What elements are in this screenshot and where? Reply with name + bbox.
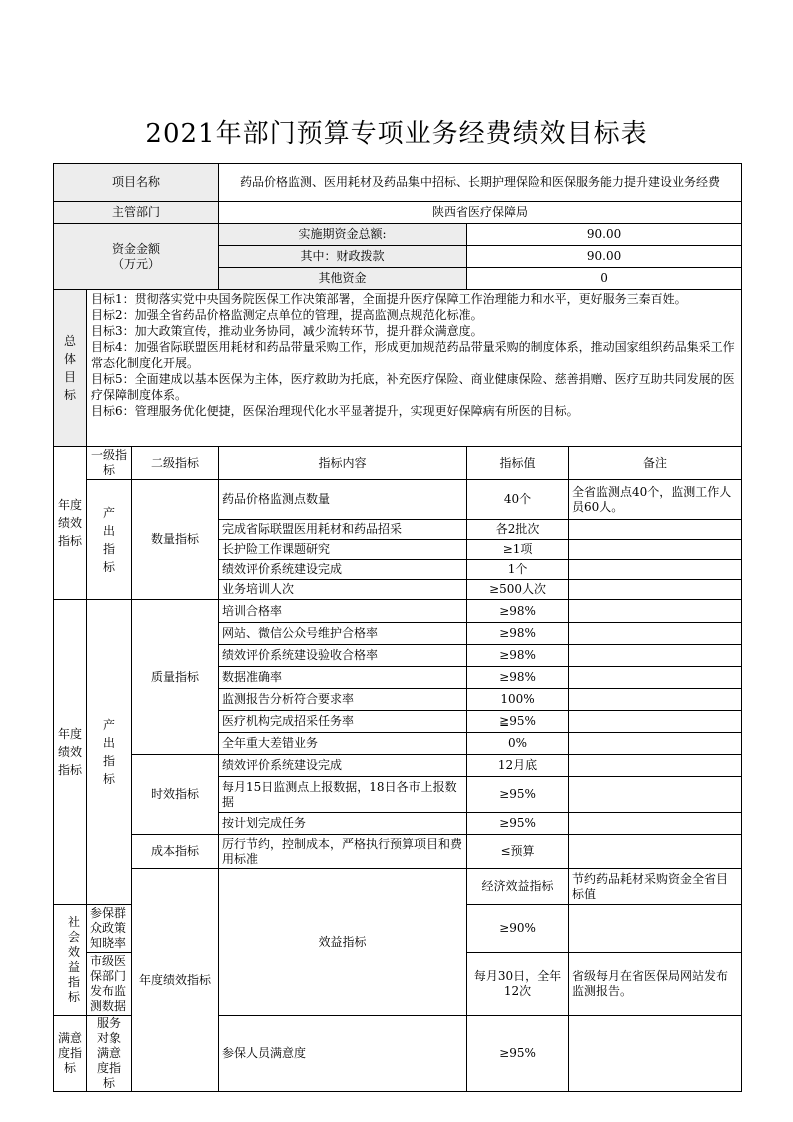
goal-item: 目标5：全面建成以基本医保为主体，医疗救助为托底，补充医疗保险、商业健康保险、慈善捐赠、医疗互助共同发展的医疗保障制度体系。 [91,372,735,402]
indicator-remark [569,905,742,953]
indicator-remark: 省级每月在省医保局网站发布监测报告。 [569,953,742,1016]
indicator-content: 监测报告分析符合要求率 [219,689,467,711]
header-content: 指标内容 [219,447,467,480]
goal-item: 目标3：加大政策宣传，推动业务协同，减少流转环节，提升群众满意度。 [91,324,483,338]
table-row [54,755,742,777]
indicator-remark [569,560,742,580]
indicator-content: 医疗机构完成招采任务率 [219,711,467,733]
funds-total-value: 90.00 [467,224,742,246]
indicator-content: 每月15日监测点上报数据，18日各市上报数据 [219,777,467,813]
indicator-remark [569,623,742,645]
indicator-value: 100% [467,689,569,711]
indicator-remark [569,667,742,689]
goals-content [87,290,742,447]
goal-item: 目标6：管理服务优化便捷，医保治理现代化水平显著提升，实现更好保障病有所医的目标。 [91,404,579,418]
indicator-remark [569,600,742,623]
department-row [54,202,742,224]
indicator-value: ≥98% [467,600,569,623]
cost-label: 成本指标 [132,835,219,869]
indicator-remark [569,520,742,540]
indicator-value: 各2批次 [467,520,569,540]
department-label: 主管部门 [54,202,219,224]
economic-label: 经济效益指标 [467,869,569,905]
indicator-value: 0% [467,733,569,755]
indicator-value: 40个 [467,480,569,520]
annual-indicator-label: 年度绩效指标 [54,447,87,600]
indicator-content: 数据准确率 [219,667,467,689]
indicator-content: 网站、微信公众号维护合格率 [219,623,467,645]
indicator-remark: 全省监测点40个，监测工作人员60人。 [569,480,742,520]
table-row [54,869,742,905]
indicator-remark [569,645,742,667]
goals-label: 总体目标 [54,290,87,447]
indicator-remark [569,1016,742,1092]
goal-item: 目标1：贯彻落实党中央国务院医保工作决策部署，全面提升医疗保障工作治理能力和水平，更好服务三秦百姓。 [91,292,687,306]
indicator-remark [569,813,742,835]
indicator-value: ≥90% [467,905,569,953]
annual-indicator-label: 年度绩效指标 [54,600,87,905]
funds-total-label: 实施期资金总额: [219,224,467,246]
table-row [54,600,742,623]
indicator-content: 绩效评价系统建设完成 [219,755,467,777]
indicator-content: 完成省际联盟医用耗材和药品招采 [219,520,467,540]
output-label: 产出指标 [87,480,132,600]
indicator-value: 1个 [467,560,569,580]
satisfaction-sub-label: 服务对象满意度指标 [87,1016,132,1092]
indicator-value: ≥98% [467,645,569,667]
indicator-value: ≥95% [467,1016,569,1092]
goal-item: 目标4：加强省际联盟医用耗材和药品带量采购工作，形成更加规范药品带量采购的制度体系，推动国家组织药品集采工作常态化制度化开展。 [91,340,735,370]
indicator-value: ≧95% [467,711,569,733]
benefit-label: 效益指标 [219,869,467,1016]
header-level2: 二级指标 [132,447,219,480]
table-row [54,835,742,869]
header-value: 指标值 [467,447,569,480]
header-remark: 备注 [569,447,742,480]
goal-item: 目标2：加强全省药品价格监测定点单位的管理，提高监测点规范化标准。 [91,308,483,322]
funds-fiscal-label: 其中：财政拨款 [219,246,467,268]
indicator-content: 按计划完成任务 [219,813,467,835]
indicator-content: 参保群众政策知晓率 [87,905,132,953]
indicator-value: ≥1项 [467,540,569,560]
project-row [54,164,742,202]
indicator-content: 绩效评价系统建设验收合格率 [219,645,467,667]
indicator-remark [569,755,742,777]
satisfaction-label: 满意度指标 [54,1016,87,1092]
funds-fiscal-value: 90.00 [467,246,742,268]
indicator-remark [569,689,742,711]
page-title: 2021年部门预算专项业务经费绩效目标表 [145,119,648,149]
social-label: 社会效益指标 [54,905,87,1016]
indicator-content: 培训合格率 [219,600,467,623]
indicator-remark [569,777,742,813]
indicator-header-row [54,447,742,480]
table-row [54,480,742,520]
indicator-remark [569,580,742,600]
project-label: 项目名称 [54,164,219,202]
indicator-content: 厉行节约，控制成本，严格执行预算项目和费用标准 [219,835,467,869]
indicator-remark [569,711,742,733]
indicator-content: 业务培训人次 [219,580,467,600]
indicator-value: ≤预算 [467,835,569,869]
indicator-value: ≥98% [467,667,569,689]
quality-label: 质量指标 [132,600,219,755]
timeliness-label: 时效指标 [132,755,219,835]
indicator-value: ≥95% [467,777,569,813]
goals-row [54,290,742,447]
funds-row-total [54,224,742,246]
indicator-content: 药品价格监测点数量 [219,480,467,520]
project-value: 药品价格监测、医用耗材及药品集中招标、长期护理保险和医保服务能力提升建设业务经费 [219,164,742,202]
indicator-value: 每月30日，全年12次 [467,953,569,1016]
funds-label: 资金金额（万元） [54,224,219,290]
indicator-content: 绩效评价系统建设完成 [219,560,467,580]
indicator-remark [569,835,742,869]
header-level1: 一级指标 [87,447,132,480]
quantity-label: 数量指标 [132,480,219,600]
annual-indicator-label: 年度绩效指标 [132,869,219,1092]
indicator-remark [569,540,742,560]
funds-other-value: 0 [467,268,742,290]
funds-other-label: 其他资金 [219,268,467,290]
indicator-value: ≥98% [467,623,569,645]
indicator-content: 市级医保部门发布监测数据 [87,953,132,1016]
indicator-value: ≥95% [467,813,569,835]
indicator-value: ≥500人次 [467,580,569,600]
indicator-content: 参保人员满意度 [219,1016,467,1092]
indicator-content: 长护险工作课题研究 [219,540,467,560]
indicator-remark [569,733,742,755]
indicator-value: 12月底 [467,755,569,777]
department-value: 陕西省医疗保障局 [219,202,742,224]
indicator-content: 全年重大差错业务 [219,733,467,755]
indicator-content: 节约药品耗材采购资金全省目标值 [569,869,742,905]
performance-table [53,163,742,1092]
output-label: 产出指标 [87,600,132,905]
